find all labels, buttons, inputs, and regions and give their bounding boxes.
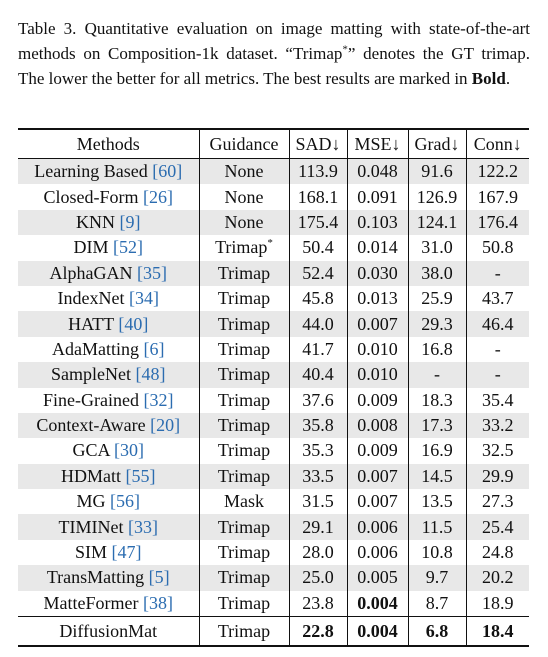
- mse-cell: 0.008: [347, 413, 408, 438]
- conn-cell: 29.9: [466, 464, 529, 489]
- header-conn: Conn↓: [466, 129, 529, 159]
- sad-cell: 33.5: [289, 464, 347, 489]
- grad-cell: 25.9: [408, 286, 466, 311]
- guidance-value: Trimap: [217, 592, 271, 613]
- citation-link[interactable]: [9]: [119, 211, 141, 232]
- table-row: [18, 413, 529, 438]
- conn-cell: 167.9: [466, 184, 529, 209]
- guidance-cell: [199, 591, 289, 617]
- table-row: [18, 235, 529, 260]
- results-table: [18, 128, 529, 647]
- header-guidance: Guidance: [199, 129, 289, 159]
- guidance-value: Trimap: [217, 364, 271, 385]
- grad-cell: 8.7: [408, 591, 466, 617]
- conn-cell: 25.4: [466, 514, 529, 539]
- citation-link[interactable]: [5]: [148, 567, 170, 588]
- conn-cell: 50.8: [466, 235, 529, 260]
- sad-cell: 52.4: [289, 261, 347, 286]
- method-cell: [18, 540, 199, 565]
- conn-cell: 122.2: [466, 159, 529, 185]
- guidance-cell: [199, 261, 289, 286]
- method-name: IndexNet: [57, 288, 125, 309]
- grad-cell: 38.0: [408, 261, 466, 286]
- results-table-wrap: [18, 128, 529, 647]
- grad-cell: 13.5: [408, 489, 466, 514]
- method-cell: [18, 311, 199, 336]
- guidance-cell: [199, 235, 289, 260]
- caption-text-after: ” denotes the GT trimap. The lower the better for all metrics. The best results are marked in: [18, 44, 530, 88]
- table-row: [18, 159, 529, 185]
- grad-cell: 16.9: [408, 438, 466, 463]
- sad-cell: 37.6: [289, 388, 347, 413]
- guidance-cell: [199, 159, 289, 185]
- method-name: SampleNet: [51, 364, 131, 385]
- method-name: HDMatt: [61, 465, 121, 486]
- mse-cell: 0.009: [347, 438, 408, 463]
- caption-label: Table 3.: [18, 19, 77, 38]
- conn-cell: 176.4: [466, 210, 529, 235]
- conn-cell: -: [466, 337, 529, 362]
- grad-cell: 6.8: [408, 617, 466, 647]
- table-row: [18, 540, 529, 565]
- method-cell: [18, 489, 199, 514]
- method-cell: [18, 464, 199, 489]
- guidance-value: None: [224, 211, 264, 232]
- guidance-value: Trimap: [217, 389, 271, 410]
- guidance-cell: [199, 464, 289, 489]
- method-cell: [18, 438, 199, 463]
- method-name: TIMINet: [58, 516, 124, 537]
- method-cell: [18, 210, 199, 235]
- sad-cell: 50.4: [289, 235, 347, 260]
- sad-cell: 35.8: [289, 413, 347, 438]
- guidance-cell: [199, 438, 289, 463]
- table-row: [18, 464, 529, 489]
- guidance-value: Trimap: [217, 313, 271, 334]
- method-name: Context-Aware: [36, 415, 146, 436]
- guidance-value: Trimap: [217, 440, 271, 461]
- guidance-value: Trimap: [217, 288, 271, 309]
- sad-cell: 25.0: [289, 565, 347, 590]
- method-cell: [18, 413, 199, 438]
- table-row: [18, 565, 529, 590]
- sad-cell: 31.5: [289, 489, 347, 514]
- sad-cell: 28.0: [289, 540, 347, 565]
- method-name: Fine-Grained: [43, 389, 139, 410]
- citation-link[interactable]: [56]: [110, 491, 140, 512]
- guidance-cell: [199, 489, 289, 514]
- guidance-value: Trimap: [217, 338, 271, 359]
- conn-cell: 46.4: [466, 311, 529, 336]
- caption-end: .: [505, 69, 511, 88]
- header-row: [18, 129, 529, 159]
- mse-cell: 0.004: [347, 617, 408, 647]
- method-cell: [18, 184, 199, 209]
- grad-cell: 9.7: [408, 565, 466, 590]
- guidance-cell: [199, 311, 289, 336]
- header-methods: Methods: [76, 133, 140, 154]
- mse-cell: 0.007: [347, 311, 408, 336]
- citation-link[interactable]: [20]: [150, 415, 181, 436]
- header-grad: Grad↓: [408, 129, 466, 159]
- citation-link[interactable]: [34]: [128, 288, 159, 309]
- grad-cell: 11.5: [408, 514, 466, 539]
- grad-cell: 126.9: [408, 184, 466, 209]
- citation-link[interactable]: [33]: [127, 516, 158, 537]
- citation-link[interactable]: [6]: [143, 338, 165, 359]
- citation-link[interactable]: [48]: [135, 364, 166, 385]
- grad-cell: 124.1: [408, 210, 466, 235]
- sad-cell: 45.8: [289, 286, 347, 311]
- sad-cell: 113.9: [289, 159, 347, 185]
- method-cell: [18, 388, 199, 413]
- method-name: GCA: [72, 440, 110, 461]
- guidance-value: Mask: [224, 491, 264, 512]
- conn-cell: 43.7: [466, 286, 529, 311]
- grad-cell: 16.8: [408, 337, 466, 362]
- table-row: [18, 514, 529, 539]
- mse-cell: 0.006: [347, 540, 408, 565]
- conn-cell: 18.9: [466, 591, 529, 617]
- mse-cell: 0.006: [347, 514, 408, 539]
- conn-cell: 35.4: [466, 388, 529, 413]
- guidance-value: Trimap: [217, 567, 271, 588]
- table-row-ours: [18, 617, 529, 647]
- table-header: [18, 129, 529, 159]
- method-cell: [18, 362, 199, 387]
- method-cell: DiffusionMat: [59, 620, 158, 641]
- guidance-cell: [199, 184, 289, 209]
- table-row: [18, 261, 529, 286]
- citation-link[interactable]: [38]: [142, 592, 173, 613]
- guidance-value: None: [224, 186, 264, 207]
- method-name: MG: [76, 491, 106, 512]
- guidance-cell: [199, 565, 289, 590]
- mse-cell: 0.013: [347, 286, 408, 311]
- table-row: [18, 362, 529, 387]
- guidance-cell: [199, 286, 289, 311]
- guidance-sup: *: [267, 237, 273, 250]
- sad-cell: 175.4: [289, 210, 347, 235]
- guidance-value: None: [224, 161, 264, 182]
- mse-cell: 0.004: [347, 591, 408, 617]
- grad-cell: 29.3: [408, 311, 466, 336]
- mse-cell: 0.010: [347, 362, 408, 387]
- grad-cell: -: [408, 362, 466, 387]
- guidance-cell: [199, 388, 289, 413]
- guidance-value: Trimap: [215, 237, 268, 258]
- table-row: [18, 337, 529, 362]
- mse-cell: 0.007: [347, 489, 408, 514]
- citation-link[interactable]: [30]: [114, 440, 144, 461]
- method-name: MatteFormer: [43, 592, 139, 613]
- sad-cell: 44.0: [289, 311, 347, 336]
- method-cell: [18, 261, 199, 286]
- method-name: TransMatting: [46, 567, 145, 588]
- guidance-cell: [199, 337, 289, 362]
- sad-cell: 168.1: [289, 184, 347, 209]
- citation-link[interactable]: [32]: [143, 389, 174, 410]
- conn-cell: 20.2: [466, 565, 529, 590]
- caption-sup: *: [342, 43, 348, 56]
- sad-cell: 22.8: [289, 617, 347, 647]
- method-name: AlphaGAN: [49, 262, 133, 283]
- table-row: [18, 286, 529, 311]
- mse-cell: 0.091: [347, 184, 408, 209]
- method-name: DIM: [73, 237, 109, 258]
- citation-link[interactable]: [47]: [111, 542, 142, 563]
- conn-cell: 18.4: [466, 617, 529, 647]
- header-sad: SAD↓: [289, 129, 347, 159]
- table-row: [18, 591, 529, 617]
- citation-link[interactable]: [26]: [143, 186, 173, 207]
- conn-cell: -: [466, 261, 529, 286]
- method-name: AdaMatting: [52, 338, 139, 359]
- table-row: [18, 311, 529, 336]
- method-cell: [18, 337, 199, 362]
- guidance-value: Trimap: [217, 516, 271, 537]
- citation-link[interactable]: [55]: [125, 465, 156, 486]
- grad-cell: 17.3: [408, 413, 466, 438]
- method-cell: [18, 159, 199, 185]
- table-row: [18, 489, 529, 514]
- table-body: [18, 159, 529, 647]
- conn-cell: 27.3: [466, 489, 529, 514]
- sad-cell: 40.4: [289, 362, 347, 387]
- guidance-value: Trimap: [217, 542, 271, 563]
- citation-link[interactable]: [60]: [152, 161, 183, 182]
- mse-cell: 0.009: [347, 388, 408, 413]
- mse-cell: 0.014: [347, 235, 408, 260]
- mse-cell: 0.007: [347, 464, 408, 489]
- conn-cell: 24.8: [466, 540, 529, 565]
- guidance-value: Trimap: [217, 415, 271, 436]
- method-name: Closed-Form: [43, 186, 139, 207]
- sad-cell: 29.1: [289, 514, 347, 539]
- table-row: [18, 210, 529, 235]
- grad-cell: 14.5: [408, 464, 466, 489]
- method-name: HATT: [68, 313, 114, 334]
- guidance-cell: [199, 413, 289, 438]
- method-name: SIM: [74, 542, 107, 563]
- method-cell: [18, 565, 199, 590]
- sad-cell: 35.3: [289, 438, 347, 463]
- method-name: Learning Based: [34, 161, 148, 182]
- table-row: [18, 438, 529, 463]
- conn-cell: -: [466, 362, 529, 387]
- sad-cell: 41.7: [289, 337, 347, 362]
- table-row: [18, 184, 529, 209]
- citation-link[interactable]: [52]: [113, 237, 143, 258]
- method-name: KNN: [76, 211, 115, 232]
- guidance-cell: [199, 514, 289, 539]
- method-cell: [18, 591, 199, 617]
- guidance-cell: [199, 362, 289, 387]
- guidance-cell: Trimap: [199, 617, 289, 647]
- mse-cell: 0.103: [347, 210, 408, 235]
- citation-link[interactable]: [35]: [137, 262, 167, 283]
- grad-cell: 31.0: [408, 235, 466, 260]
- method-cell: [18, 235, 199, 260]
- conn-cell: 33.2: [466, 413, 529, 438]
- grad-cell: 10.8: [408, 540, 466, 565]
- header-mse: MSE↓: [347, 129, 408, 159]
- conn-cell: 32.5: [466, 438, 529, 463]
- grad-cell: 91.6: [408, 159, 466, 185]
- table-caption: [18, 16, 530, 91]
- grad-cell: 18.3: [408, 388, 466, 413]
- sad-cell: 23.8: [289, 591, 347, 617]
- caption-text-before: Quantitative evaluation on image matting with state-of-the-art methods on Composition-1k dataset. “Trimap: [18, 19, 531, 63]
- method-cell: [18, 286, 199, 311]
- guidance-value: Trimap: [217, 465, 271, 486]
- method-cell: [18, 514, 199, 539]
- mse-cell: 0.030: [347, 261, 408, 286]
- mse-cell: 0.048: [347, 159, 408, 185]
- mse-cell: 0.005: [347, 565, 408, 590]
- table-row: [18, 388, 529, 413]
- citation-link[interactable]: [40]: [118, 313, 149, 334]
- caption-bold-word: Bold: [471, 69, 506, 88]
- mse-cell: 0.010: [347, 337, 408, 362]
- guidance-cell: [199, 210, 289, 235]
- guidance-cell: [199, 540, 289, 565]
- guidance-value: Trimap: [217, 262, 271, 283]
